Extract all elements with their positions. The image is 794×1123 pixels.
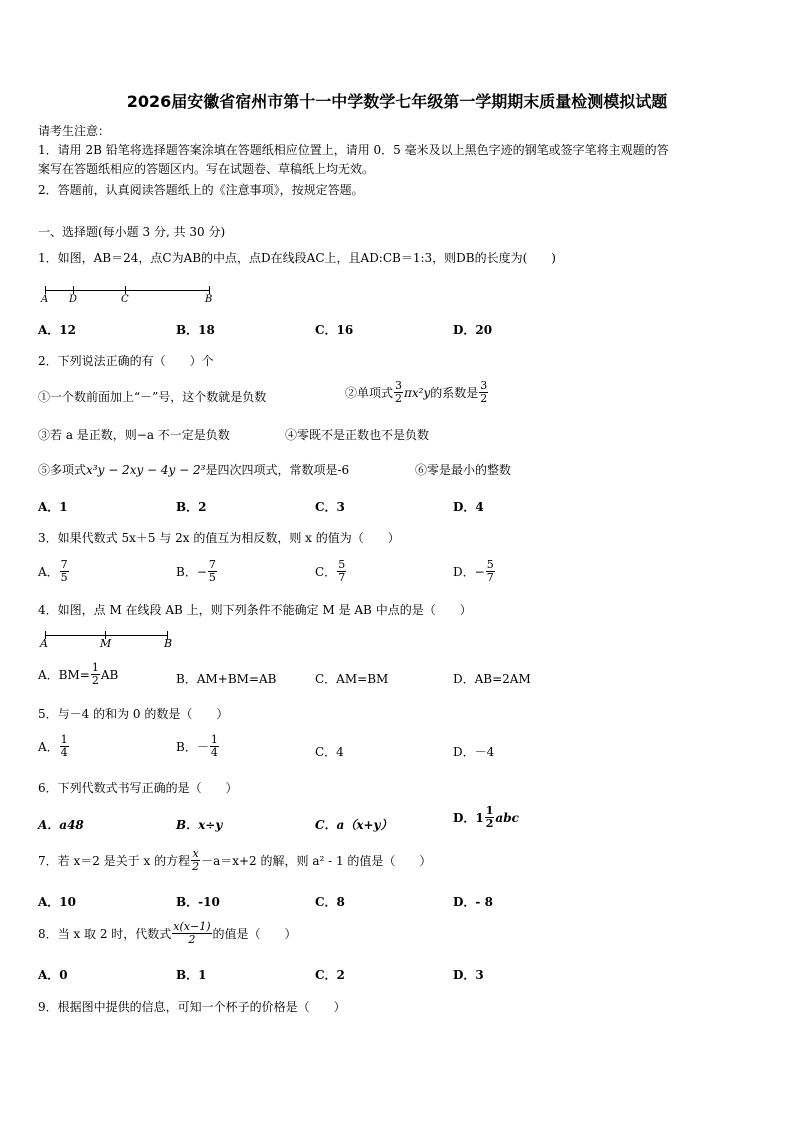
q7-option-d[interactable]: D．- 8 (453, 895, 493, 909)
q4-stem: 4．如图，点 M 在线段 AB 上，则下列条件不能确定 M 是 AB 中点的是（ ） (38, 603, 472, 617)
point-label-a: A (41, 294, 49, 305)
q2-statement-6: ⑥零是最小的整数 (415, 463, 512, 477)
q9-stem: 9．根据图中提供的信息，可知一个杯子的价格是（ ） (38, 1000, 346, 1014)
q4-option-c[interactable]: C．AM=BM (315, 672, 389, 686)
q8-option-d[interactable]: D．3 (453, 968, 484, 982)
q2-statement-2: ②单项式 $\frac{3}{2}$ πx²y 的系数是 $\frac{3}{2}$ (345, 379, 488, 405)
q2-stem: 2．下列说法正确的有（ ）个 (38, 354, 214, 368)
fraction: $\frac{1}{2}$ (485, 804, 494, 830)
notice-item-2: 2．答题前，认真阅读答题纸上的《注意事项》，按规定答题。 (38, 183, 364, 197)
fraction: $\frac{5}{7}$ (338, 558, 346, 584)
q1-option-d[interactable]: D．20 (453, 323, 493, 337)
point-label-b: B (205, 294, 213, 305)
q1-segment-figure (38, 283, 218, 309)
point-label-a: A (40, 637, 48, 650)
fraction: $\frac{1}{4}$ (60, 733, 68, 759)
q8-stem: 8．当 x 取 2 时，代数式 $\frac{x(x-1)}{2}$ 的值是（ ） (38, 920, 297, 946)
q4-option-d[interactable]: D．AB=2AM (453, 672, 531, 686)
q5-option-c[interactable]: C．4 (315, 745, 344, 759)
q2-statement-1: ①一个数前面加上“－”号，这个数就是负数 (38, 390, 267, 404)
q8-option-c[interactable]: C．2 (315, 968, 345, 982)
q1-option-a[interactable]: A．12 (38, 323, 77, 337)
point-label-b: B (164, 637, 173, 650)
fraction: $\frac{5}{7}$ (486, 558, 494, 584)
q2-statement-4: ④零既不是正数也不是负数 (285, 428, 430, 442)
fraction: $\frac{7}{5}$ (60, 558, 68, 584)
fraction: $\frac{x(x-1)}{2}$ (173, 920, 211, 946)
q6-option-a[interactable]: A．a48 (38, 818, 84, 832)
notice-item-1a: 1．请用 2B 铅笔将选择题答案涂填在答题纸相应位置上，请用 0．5 毫米及以上黑色字迹的钢笔或签字笔将主观题的答 (38, 143, 669, 157)
fraction: $\frac{1}{4}$ (210, 733, 218, 759)
q7-option-a[interactable]: A．10 (38, 895, 77, 909)
fraction: $\frac{3}{2}$ (395, 379, 403, 405)
q3-stem: 3．如果代数式 5x＋5 与 2x 的值互为相反数，则 x 的值为（ ） (38, 531, 400, 545)
q8-option-b[interactable]: B．1 (176, 968, 207, 982)
q6-option-d[interactable]: D．1 $\frac{1}{2}$ abc (453, 804, 519, 830)
q2-statement-5: ⑤多项式x³y − 2xy − 4y − 2³是四次四项式，常数项是-6 (38, 463, 350, 477)
q6-option-b[interactable]: B．x÷y (176, 818, 223, 832)
point-label-c: C (121, 294, 129, 305)
q8-option-a[interactable]: A．0 (38, 968, 68, 982)
q3-option-c[interactable]: C． $\frac{5}{7}$ (315, 558, 346, 584)
q5-option-b[interactable]: B．－ $\frac{1}{4}$ (176, 733, 218, 759)
q7-stem: 7．若 x＝2 是关于 x 的方程 $\frac{x}{2}$ －a＝x+2 的解，则 a² - 1 的值是（ ） (38, 847, 432, 873)
notice-item-1b: 案写在答题纸相应的答题区内。写在试题卷、草稿纸上均无效。 (38, 162, 375, 176)
q3-option-b[interactable]: B．− $\frac{7}{5}$ (176, 558, 216, 584)
q5-stem: 5．与－4 的和为 0 的数是（ ） (38, 707, 229, 721)
q2-statement-3: ③若 a 是正数，则−a 不一定是负数 (38, 428, 230, 442)
page-title: 2026届安徽省宿州市第十一中学数学七年级第一学期期末质量检测模拟试题 (126, 92, 668, 111)
q6-option-c[interactable]: C．a（x+y） (315, 818, 393, 832)
q6-stem: 6．下列代数式书写正确的是（ ） (38, 781, 238, 795)
q4-option-a[interactable]: A．BM= $\frac{1}{2}$ AB (38, 661, 119, 687)
q2-option-a[interactable]: A．1 (38, 500, 68, 514)
fraction: $\frac{7}{5}$ (208, 558, 216, 584)
q4-option-b[interactable]: B．AM+BM=AB (176, 672, 277, 686)
q2-option-c[interactable]: C．3 (315, 500, 345, 514)
section-heading: 一、选择题(每小题 3 分, 共 30 分) (38, 225, 226, 239)
q7-option-c[interactable]: C．8 (315, 895, 345, 909)
q3-option-a[interactable]: A． $\frac{7}{5}$ (38, 558, 68, 584)
fraction: $\frac{1}{2}$ (91, 661, 99, 687)
q1-stem: 1．如图，AB＝24，点C为AB的中点，点D在线段AC上，且AD:CB＝1:3，则DB的长度为( ) (38, 251, 556, 265)
notice-heading: 请考生注意： (38, 124, 111, 138)
q2-option-b[interactable]: B．2 (176, 500, 207, 514)
q5-option-d[interactable]: D．－4 (453, 745, 495, 759)
fraction: $\frac{3}{2}$ (480, 379, 488, 405)
q7-option-b[interactable]: B．-10 (176, 895, 220, 909)
q2-option-d[interactable]: D．4 (453, 500, 484, 514)
q1-option-b[interactable]: B．18 (176, 323, 215, 337)
point-label-m: M (100, 637, 112, 650)
q5-option-a[interactable]: A． $\frac{1}{4}$ (38, 733, 68, 759)
q4-segment-figure (38, 626, 178, 652)
fraction: $\frac{x}{2}$ (192, 847, 200, 873)
q3-option-d[interactable]: D．− $\frac{5}{7}$ (453, 558, 494, 584)
point-label-d: D (69, 294, 78, 305)
q1-option-c[interactable]: C．16 (315, 323, 354, 337)
